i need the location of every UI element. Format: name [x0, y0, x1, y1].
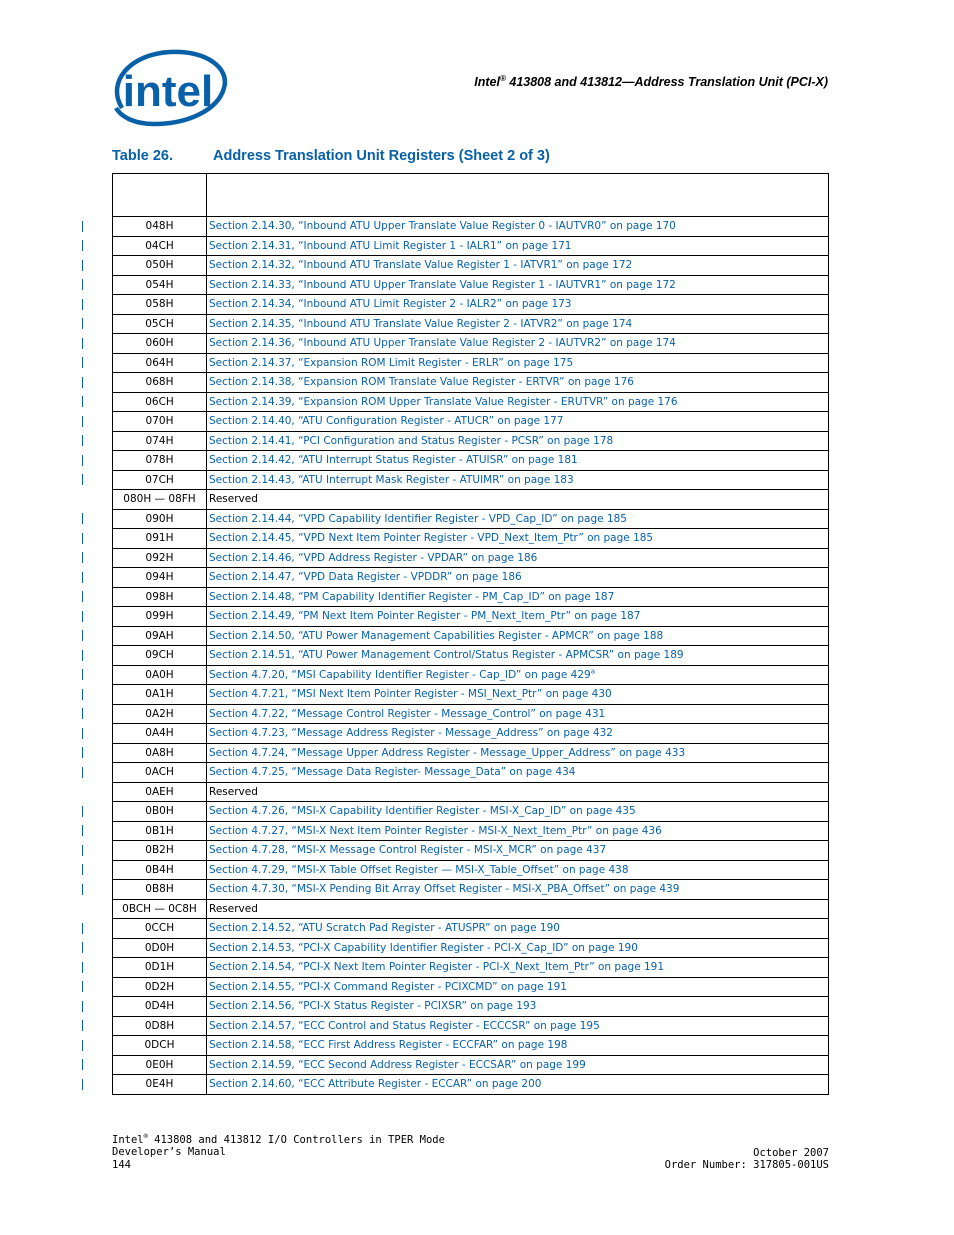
- register-description: Section 2.14.59, “ECC Second Address Register - ECCSAR” on page 199: [209, 1058, 586, 1071]
- register-description: Section 2.14.54, “PCI-X Next Item Pointer Register - PCI-X_Next_Item_Ptr” on page 191: [209, 961, 665, 974]
- change-bar: [82, 747, 83, 758]
- change-bar: [82, 611, 83, 622]
- register-section-link[interactable]: [207, 236, 829, 256]
- footer-date: October 2007: [753, 1147, 829, 1159]
- register-description: Section 2.14.36, “Inbound ATU Upper Translate Value Register 2 - IAUTVR2” on page 174: [209, 337, 676, 350]
- register-offset: 09CH: [113, 646, 207, 666]
- register-description: Section 2.14.32, “Inbound ATU Translate Value Register 1 - IATVR1” on page 172: [209, 259, 633, 272]
- register-section-link[interactable]: [207, 295, 829, 315]
- register-offset: 0ACH: [113, 763, 207, 783]
- register-section-link[interactable]: [207, 665, 829, 685]
- change-bar: [82, 1079, 83, 1090]
- table-row: [113, 1055, 829, 1075]
- table-row: [113, 685, 829, 705]
- table-row: [113, 295, 829, 315]
- register-section-link[interactable]: [207, 217, 829, 237]
- register-offset: 054H: [113, 275, 207, 295]
- table-row: [113, 236, 829, 256]
- register-section-link[interactable]: [207, 1016, 829, 1036]
- table-row: [113, 1016, 829, 1036]
- register-offset: 0E4H: [113, 1075, 207, 1095]
- table-header-row: [113, 174, 829, 217]
- register-reserved: [207, 782, 829, 802]
- table-number: Table 26.: [112, 148, 173, 164]
- change-bar: [82, 806, 83, 817]
- register-description: Section 4.7.23, “Message Address Register - Message_Address” on page 432: [209, 727, 613, 740]
- register-offset: 0B4H: [113, 860, 207, 880]
- register-section-link[interactable]: [207, 334, 829, 354]
- register-section-link[interactable]: [207, 977, 829, 997]
- change-bar: [82, 240, 83, 251]
- change-bar: [82, 1001, 83, 1012]
- register-description: Section 2.14.42, “ATU Interrupt Status Register - ATUISR” on page 181: [209, 454, 578, 467]
- change-bar: [82, 377, 83, 388]
- table-row: [113, 821, 829, 841]
- register-description: Section 2.14.53, “PCI-X Capability Identifier Register - PCI-X_Cap_ID” on page 190: [209, 941, 638, 954]
- table-row: [113, 334, 829, 354]
- register-section-link[interactable]: [207, 1055, 829, 1075]
- register-section-link[interactable]: [207, 763, 829, 783]
- table-row: [113, 314, 829, 334]
- header-cell-register: [207, 174, 829, 217]
- change-bar: [82, 923, 83, 934]
- table-row: [113, 997, 829, 1017]
- register-section-link[interactable]: [207, 685, 829, 705]
- register-offset: 0D0H: [113, 938, 207, 958]
- register-description: Section 4.7.27, “MSI-X Next Item Pointer Register - MSI-X_Next_Item_Ptr” on page 436: [209, 824, 662, 837]
- register-section-link[interactable]: [207, 724, 829, 744]
- register-offset: 091H: [113, 529, 207, 549]
- register-offset: 0B2H: [113, 841, 207, 861]
- register-description: Section 2.14.39, “Expansion ROM Upper Translate Value Register - ERUTVR” on page 176: [209, 395, 678, 408]
- table-row: [113, 587, 829, 607]
- register-section-link[interactable]: [207, 802, 829, 822]
- change-bar: [82, 533, 83, 544]
- register-offset: 09AH: [113, 626, 207, 646]
- register-description: Section 4.7.22, “Message Control Register - Message_Control” on page 431: [209, 707, 606, 720]
- change-bar: [82, 552, 83, 563]
- table-row: [113, 529, 829, 549]
- register-description: Section 2.14.49, “PM Next Item Pointer Register - PM_Next_Item_Ptr” on page 187: [209, 610, 641, 623]
- register-section-link[interactable]: [207, 587, 829, 607]
- register-offset: 058H: [113, 295, 207, 315]
- change-bar: [82, 279, 83, 290]
- table-row: [113, 470, 829, 490]
- register-description: Section 4.7.28, “MSI-X Message Control Register - MSI-X_MCR” on page 437: [209, 844, 607, 857]
- register-section-link[interactable]: [207, 743, 829, 763]
- change-bar: [82, 221, 83, 232]
- table-row: [113, 704, 829, 724]
- table-row: [113, 743, 829, 763]
- register-section-link[interactable]: [207, 821, 829, 841]
- register-section-link[interactable]: [207, 353, 829, 373]
- footer-doc-title: Intel® 413808 and 413812 I/O Controllers in TPER Mode: [112, 1132, 445, 1146]
- register-section-link[interactable]: [207, 880, 829, 900]
- change-bar: [82, 825, 83, 836]
- register-description: Reserved: [209, 902, 258, 915]
- change-bar: [82, 669, 83, 680]
- table-row: [113, 568, 829, 588]
- register-section-link[interactable]: [207, 373, 829, 393]
- table-row: [113, 509, 829, 529]
- register-section-link[interactable]: [207, 646, 829, 666]
- change-bar: [82, 260, 83, 271]
- change-bar: [82, 572, 83, 583]
- register-section-link[interactable]: [207, 451, 829, 471]
- table-row: [113, 1036, 829, 1056]
- register-offset: 0A8H: [113, 743, 207, 763]
- table-row: [113, 217, 829, 237]
- register-offset: 0D1H: [113, 958, 207, 978]
- register-section-link[interactable]: [207, 938, 829, 958]
- register-table: [112, 173, 829, 1095]
- register-section-link[interactable]: [207, 626, 829, 646]
- change-bar: [82, 864, 83, 875]
- register-offset: 0DCH: [113, 1036, 207, 1056]
- register-section-link[interactable]: [207, 314, 829, 334]
- change-bar: [82, 1059, 83, 1070]
- register-description: Section 4.7.25, “Message Data Register- Message_Data” on page 434: [209, 766, 576, 779]
- register-description: Section 4.7.29, “MSI-X Table Offset Register — MSI-X_Table_Offset” on page 438: [209, 863, 629, 876]
- register-offset: 04CH: [113, 236, 207, 256]
- change-bar: [82, 942, 83, 953]
- footer-left: [112, 1134, 445, 1171]
- register-section-link[interactable]: [207, 607, 829, 627]
- table-row: [113, 373, 829, 393]
- register-offset: 060H: [113, 334, 207, 354]
- table-row: [113, 958, 829, 978]
- table-row: [113, 880, 829, 900]
- register-description: Reserved: [209, 785, 258, 798]
- change-bar: [82, 1020, 83, 1031]
- register-description: Section 2.14.43, “ATU Interrupt Mask Register - ATUIMR” on page 183: [209, 473, 574, 486]
- register-reserved: [207, 490, 829, 510]
- register-description: Section 2.14.51, “ATU Power Management Control/Status Register - APMCSR” on page 189: [209, 649, 684, 662]
- register-description: Section 2.14.35, “Inbound ATU Translate Value Register 2 - IATVR2” on page 174: [209, 317, 633, 330]
- register-offset: 098H: [113, 587, 207, 607]
- register-description: Section 2.14.57, “ECC Control and Status Register - ECCCSR” on page 195: [209, 1019, 600, 1032]
- register-section-link[interactable]: [207, 841, 829, 861]
- table-row: [113, 1075, 829, 1095]
- register-reserved: [207, 899, 829, 919]
- register-offset: 0A0H: [113, 665, 207, 685]
- change-bar: [82, 455, 83, 466]
- table-row: [113, 919, 829, 939]
- header-cell-offset: [113, 174, 207, 217]
- change-bar: [82, 650, 83, 661]
- register-section-link[interactable]: [207, 431, 829, 451]
- register-offset: 06CH: [113, 392, 207, 412]
- register-offset: 0B0H: [113, 802, 207, 822]
- change-bar: [82, 1040, 83, 1051]
- change-bar: [82, 981, 83, 992]
- register-description: Section 4.7.30, “MSI-X Pending Bit Array Offset Register - MSI-X_PBA_Offset” on page 439: [209, 883, 680, 896]
- change-bar: [82, 591, 83, 602]
- table-row: [113, 451, 829, 471]
- register-section-link[interactable]: [207, 412, 829, 432]
- svg-text:intel: intel: [122, 67, 214, 116]
- register-offset: 0D8H: [113, 1016, 207, 1036]
- register-section-link[interactable]: [207, 275, 829, 295]
- change-bar: [82, 357, 83, 368]
- register-description: Section 2.14.60, “ECC Attribute Register - ECCAR” on page 200: [209, 1078, 542, 1091]
- register-description: Section 2.14.31, “Inbound ATU Limit Register 1 - IALR1” on page 171: [209, 239, 572, 252]
- register-offset: 094H: [113, 568, 207, 588]
- change-bar: [82, 708, 83, 719]
- register-section-link[interactable]: [207, 529, 829, 549]
- register-description: Section 2.14.34, “Inbound ATU Limit Register 2 - IALR2” on page 173: [209, 298, 572, 311]
- register-offset: 068H: [113, 373, 207, 393]
- change-bar: [82, 474, 83, 485]
- register-offset: 070H: [113, 412, 207, 432]
- table-row: [113, 802, 829, 822]
- change-bars: [82, 0, 86, 1235]
- change-bar: [82, 767, 83, 778]
- table-row: [113, 275, 829, 295]
- register-description: Section 2.14.46, “VPD Address Register - VPDAR” on page 186: [209, 551, 538, 564]
- register-section-link[interactable]: [207, 919, 829, 939]
- register-description: Section 4.7.26, “MSI-X Capability Identifier Register - MSI-X_Cap_ID” on page 435: [209, 805, 636, 818]
- table-row: [113, 607, 829, 627]
- table-row: [113, 646, 829, 666]
- change-bar: [82, 728, 83, 739]
- table-row: [113, 938, 829, 958]
- register-section-link[interactable]: [207, 470, 829, 490]
- footer-order-number: Order Number: 317805-001US: [664, 1159, 829, 1172]
- change-bar: [82, 416, 83, 427]
- register-section-link[interactable]: [207, 568, 829, 588]
- change-bar: [82, 299, 83, 310]
- table-row: [113, 763, 829, 783]
- table-row: [113, 412, 829, 432]
- table-row: [113, 392, 829, 412]
- register-section-link[interactable]: [207, 1036, 829, 1056]
- register-section-link[interactable]: [207, 509, 829, 529]
- register-section-link[interactable]: [207, 1075, 829, 1095]
- table-row: [113, 977, 829, 997]
- change-bar: [82, 884, 83, 895]
- change-bar: [82, 318, 83, 329]
- register-description: Section 4.7.20, “MSI Capability Identifier Register - Cap_ID” on page 429: [209, 668, 591, 681]
- register-offset: 0A2H: [113, 704, 207, 724]
- register-description: Section 2.14.44, “VPD Capability Identifier Register - VPD_Cap_ID” on page 185: [209, 512, 627, 525]
- register-description: Reserved: [209, 493, 258, 506]
- table-row: [113, 626, 829, 646]
- table-row: [113, 431, 829, 451]
- register-offset: 074H: [113, 431, 207, 451]
- table-row: [113, 899, 829, 919]
- register-section-link[interactable]: [207, 392, 829, 412]
- change-bar: [82, 396, 83, 407]
- change-bar: [82, 435, 83, 446]
- table-row: [113, 860, 829, 880]
- register-section-link[interactable]: [207, 548, 829, 568]
- register-description: Section 2.14.47, “VPD Data Register - VPDDR” on page 186: [209, 571, 522, 584]
- intel-logo: [108, 48, 230, 130]
- register-description: Section 2.14.40, “ATU Configuration Register - ATUCR” on page 177: [209, 415, 564, 428]
- change-bar: [82, 513, 83, 524]
- table-row: [113, 724, 829, 744]
- change-bar: [82, 962, 83, 973]
- register-section-link[interactable]: [207, 256, 829, 276]
- page-number: 144: [112, 1158, 131, 1171]
- table-row: [113, 490, 829, 510]
- change-bar: [82, 338, 83, 349]
- register-description: Section 2.14.50, “ATU Power Management Capabilities Register - APMCR” on page 188: [209, 629, 664, 642]
- register-offset: 092H: [113, 548, 207, 568]
- register-description: Section 4.7.24, “Message Upper Address Register - Message_Upper_Address” on page 433: [209, 746, 686, 759]
- register-description: Section 2.14.56, “PCI-X Status Register - PCIXSR” on page 193: [209, 1000, 537, 1013]
- register-section-link[interactable]: [207, 860, 829, 880]
- footnote-marker: a: [590, 667, 595, 676]
- register-offset: 099H: [113, 607, 207, 627]
- register-offset: 0E0H: [113, 1055, 207, 1075]
- register-offset: 090H: [113, 509, 207, 529]
- register-description: Section 2.14.41, “PCI Configuration and Status Register - PCSR” on page 178: [209, 434, 614, 447]
- table-title: Address Translation Unit Registers (Sheet 2 of 3): [213, 148, 550, 164]
- register-section-link[interactable]: [207, 997, 829, 1017]
- table-row: [113, 353, 829, 373]
- register-offset: 07CH: [113, 470, 207, 490]
- register-offset: 0AEH: [113, 782, 207, 802]
- register-offset: 080H — 08FH: [113, 490, 207, 510]
- register-offset: 0D2H: [113, 977, 207, 997]
- register-offset: 05CH: [113, 314, 207, 334]
- table-caption: [112, 148, 550, 164]
- register-offset: 0A4H: [113, 724, 207, 744]
- register-offset: 050H: [113, 256, 207, 276]
- change-bar: [82, 845, 83, 856]
- table-row: [113, 782, 829, 802]
- register-offset: 0B1H: [113, 821, 207, 841]
- register-section-link[interactable]: [207, 958, 829, 978]
- register-offset: 0BCH — 0C8H: [113, 899, 207, 919]
- table-row: [113, 841, 829, 861]
- register-description: Section 2.14.52, “ATU Scratch Pad Register - ATUSPR” on page 190: [209, 922, 560, 935]
- register-description: Section 2.14.55, “PCI-X Command Register - PCIXCMD” on page 191: [209, 980, 567, 993]
- register-description: Section 2.14.58, “ECC First Address Register - ECCFAR” on page 198: [209, 1039, 568, 1052]
- running-header: Intel® 413808 and 413812—Address Translation Unit (PCI-X): [474, 74, 828, 90]
- register-description: Section 2.14.38, “Expansion ROM Translate Value Register - ERTVR” on page 176: [209, 376, 634, 389]
- register-section-link[interactable]: [207, 704, 829, 724]
- footer-right: [665, 1147, 829, 1172]
- register-offset: 078H: [113, 451, 207, 471]
- table-row: [113, 665, 829, 685]
- change-bar: [82, 689, 83, 700]
- register-offset: 064H: [113, 353, 207, 373]
- footer-doc-type: Developer’s Manual: [112, 1146, 226, 1159]
- change-bar: [82, 630, 83, 641]
- register-description: Section 2.14.45, “VPD Next Item Pointer Register - VPD_Next_Item_Ptr” on page 185: [209, 532, 654, 545]
- register-description: Section 2.14.30, “Inbound ATU Upper Translate Value Register 0 - IAUTVR0” on page 170: [209, 220, 676, 233]
- register-offset: 0B8H: [113, 880, 207, 900]
- register-offset: 048H: [113, 217, 207, 237]
- register-offset: 0CCH: [113, 919, 207, 939]
- register-description: Section 4.7.21, “MSI Next Item Pointer Register - MSI_Next_Ptr” on page 430: [209, 688, 612, 701]
- register-offset: 0A1H: [113, 685, 207, 705]
- register-description: Section 2.14.33, “Inbound ATU Upper Translate Value Register 1 - IAUTVR1” on page 172: [209, 278, 676, 291]
- table-row: [113, 548, 829, 568]
- register-description: Section 2.14.37, “Expansion ROM Limit Register - ERLR” on page 175: [209, 356, 574, 369]
- register-description: Section 2.14.48, “PM Capability Identifier Register - PM_Cap_ID” on page 187: [209, 590, 615, 603]
- table-row: [113, 256, 829, 276]
- register-offset: 0D4H: [113, 997, 207, 1017]
